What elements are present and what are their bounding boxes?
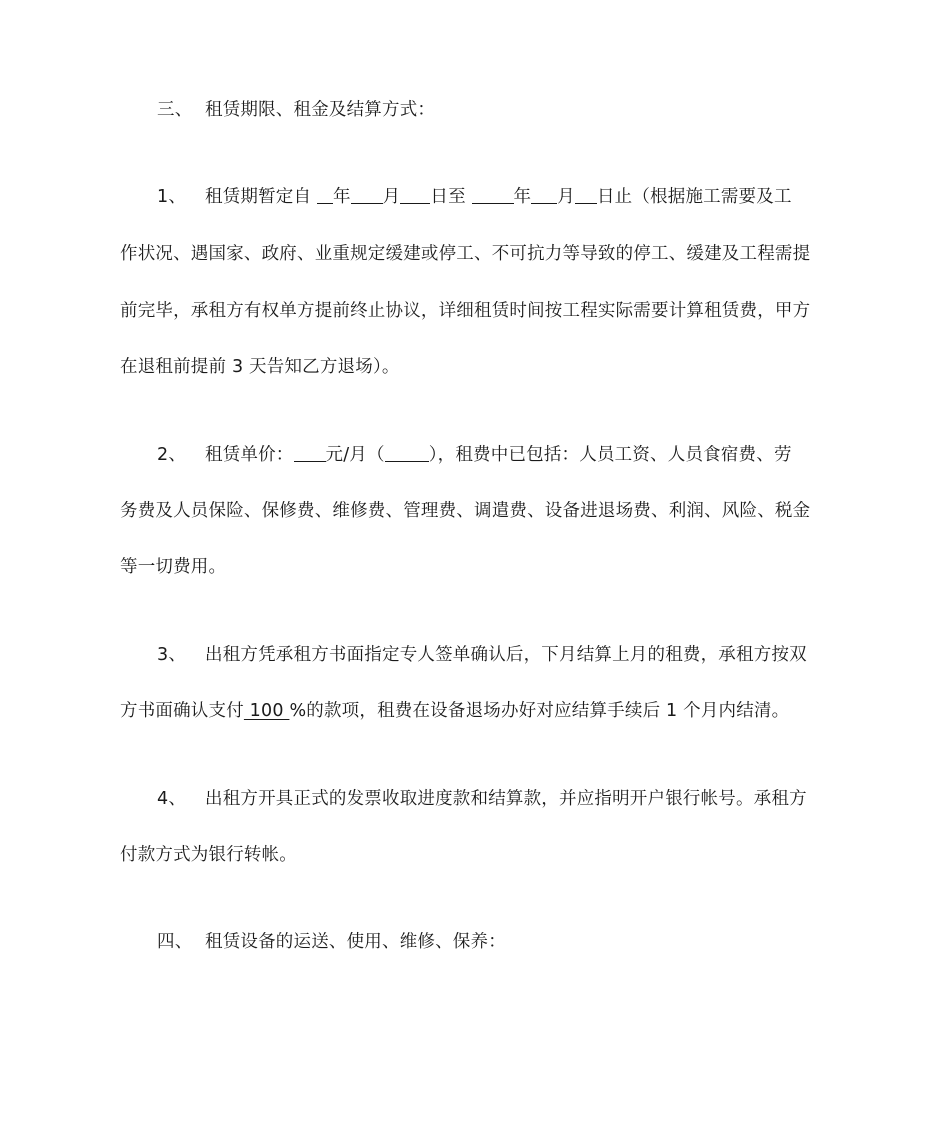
item-4-text: 出租方开具正式的发票收取进度款和结算款，并应指明开户银行帐号。承租方 <box>205 789 807 809</box>
item-3-text: 出租方凭承租方书面指定专人签单确认后，下月结算上月的租费，承租方按双 <box>205 645 807 665</box>
item-1-number: 1、 <box>157 187 187 207</box>
item-4-line-2: 付款方式为银行转帐。 <box>120 845 297 865</box>
item-2-line-1 <box>157 443 792 467</box>
section-4-title: 租赁设备的运送、使用、维修、保养： <box>205 932 506 952</box>
item-1-month-label: 月 <box>382 187 401 207</box>
section-3-heading <box>157 98 435 122</box>
section-4-heading <box>157 930 506 954</box>
end-month-blank <box>531 185 557 204</box>
item-4-line-1 <box>157 787 807 811</box>
start-year-blank <box>317 185 333 204</box>
item-1-year-label: 年 <box>332 187 351 207</box>
start-day-blank <box>400 185 430 204</box>
item-2-text-b: 元/月（ <box>325 445 385 465</box>
price-note-blank <box>385 443 429 462</box>
section-3-title: 租赁期限、租金及结算方式： <box>205 100 436 120</box>
item-2-line-3: 等一切费用。 <box>120 557 227 577</box>
start-month-blank <box>351 185 383 204</box>
item-1-end-month-label: 月 <box>557 187 575 207</box>
payment-percentage: 100 <box>243 701 290 721</box>
item-2-line-2: 务费及人员保险、保修费、维修费、管理费、调遣费、设备进退场费、利润、风险、税金 <box>120 501 811 521</box>
item-1-line-4: 在退租前提前 3 天告知乙方退场）。 <box>120 357 400 377</box>
item-1-line-3: 前完毕，承租方有权单方提前终止协议，详细租赁时间按工程实际需要计算租赁费，甲方 <box>120 301 811 321</box>
item-3-number: 3、 <box>157 645 187 665</box>
item-2-number: 2、 <box>157 445 187 465</box>
end-year-blank <box>472 185 514 204</box>
item-2-text-c: ），租费中已包括：人员工资、人员食宿费、劳 <box>428 445 792 465</box>
item-1-day-label: 日至 <box>430 187 466 207</box>
item-1-end-year-label: 年 <box>513 187 532 207</box>
section-3-number: 三、 <box>157 100 193 120</box>
item-3-line-2 <box>120 699 789 723</box>
item-3-line-1 <box>157 643 807 667</box>
item-1-text-a: 租赁期暂定自 <box>205 187 312 207</box>
section-4-number: 四、 <box>157 932 193 952</box>
unit-price-blank <box>294 443 326 462</box>
item-3-text-a: 方书面确认支付 <box>120 701 244 721</box>
item-1-line-1 <box>157 185 792 209</box>
item-1-line-2: 作状况、遇国家、政府、业重规定缓建或停工、不可抗力等导致的停工、缓建及工程需提 <box>120 244 811 264</box>
item-4-number: 4、 <box>157 789 187 809</box>
item-2-text-a: 租赁单价： <box>205 445 294 465</box>
end-day-blank <box>575 185 597 204</box>
item-1-end-day-label: 日止（根据施工需要及工 <box>596 187 792 207</box>
item-3-text-b: %的款项，租费在设备退场办好对应结算手续后 1 个月内结清。 <box>289 701 790 721</box>
